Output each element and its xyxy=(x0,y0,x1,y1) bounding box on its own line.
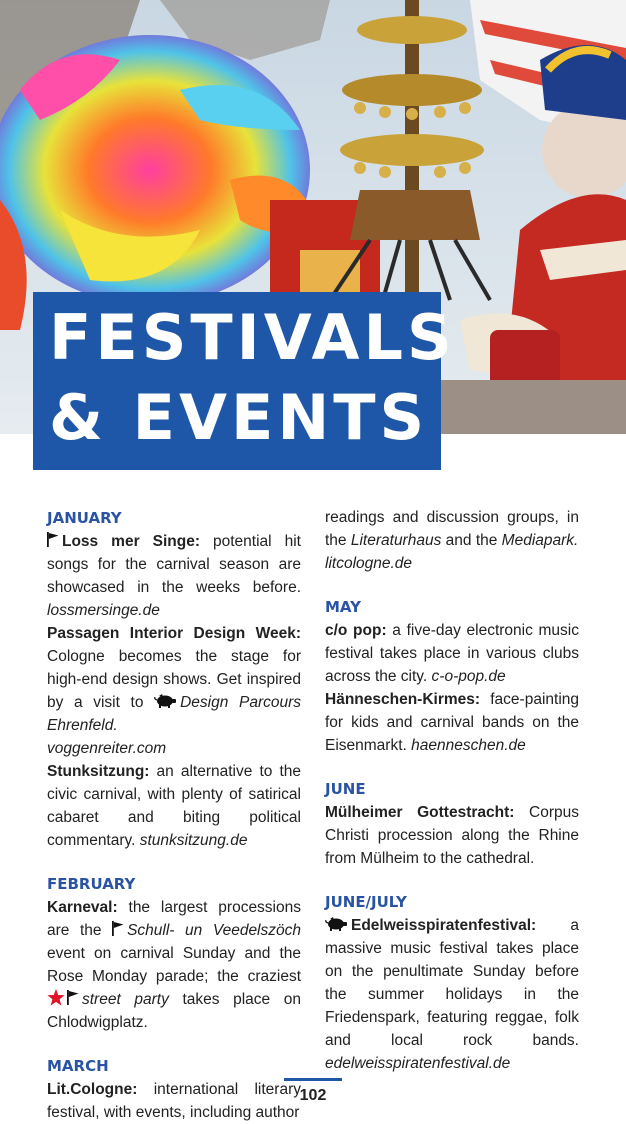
event-text: Corpus Christi procession along the Rhine from Mülheim to the cathedral. xyxy=(325,804,579,867)
event-name: Passagen Interior Design Week: xyxy=(47,625,301,642)
event-url[interactable]: voggenreiter.com xyxy=(47,740,167,757)
event-italic: street party xyxy=(82,991,169,1008)
page-number-rule xyxy=(284,1078,342,1081)
month-heading-june-july: JUNE/JULY xyxy=(325,893,407,911)
month-heading-february: FEBRUARY xyxy=(47,875,136,893)
pig-icon xyxy=(325,917,347,931)
entry-litcologne-continued xyxy=(325,506,579,575)
event-text: readings and discussion groups, in the xyxy=(325,509,579,549)
event-name: Stunksitzung: xyxy=(47,763,150,780)
event-url[interactable]: stunksitzung.de xyxy=(139,832,248,849)
page-number: 102 xyxy=(299,1087,327,1104)
event-name: Edelweisspiratenfestival: xyxy=(351,917,537,934)
entry-litcologne xyxy=(47,1078,301,1124)
event-text: a five-day electronic music festival takes place in various clubs across the city. xyxy=(325,622,579,685)
entry-edelweisspiraten xyxy=(325,914,579,1075)
event-url[interactable]: haenneschen.de xyxy=(411,737,526,754)
title-line-1: FESTIVALS xyxy=(49,301,456,374)
event-text: Cologne becomes the stage for high-end design shows. Get inspired by a visit to xyxy=(47,648,301,711)
event-name: Mülheimer Gottestracht: xyxy=(325,804,515,821)
event-name: Lit.Cologne: xyxy=(47,1081,138,1098)
event-url[interactable]: c-o-pop.de xyxy=(431,668,506,685)
event-text: face-painting for kids and carnival bands on the Eisenmarkt. xyxy=(325,691,579,754)
entry-stunksitzung xyxy=(47,760,301,852)
title-banner xyxy=(33,292,456,470)
flag-icon xyxy=(67,990,79,1005)
event-italic: Schull- un Veedelszöch xyxy=(127,922,301,939)
star-icon xyxy=(47,989,65,1006)
left-column xyxy=(47,506,301,1124)
event-name: Loss mer Singe: xyxy=(62,533,200,550)
event-name: Karneval: xyxy=(47,899,118,916)
entry-co-pop xyxy=(325,619,579,688)
event-italic: Design Parcours Ehrenfeld. xyxy=(47,694,302,734)
month-heading-march: MARCH xyxy=(47,1057,109,1075)
month-heading-may: MAY xyxy=(325,598,361,616)
event-text: takes place on Chlodwigplatz. xyxy=(47,991,302,1031)
flag-icon xyxy=(112,921,124,936)
flag-icon xyxy=(47,532,59,547)
event-text: international literary festival, with events, including author xyxy=(47,1081,301,1121)
event-italic: Literaturhaus xyxy=(350,532,442,549)
event-text: event on carnival Sunday and the Rose Monday parade; the craziest xyxy=(47,945,301,985)
event-url[interactable]: litcologne.de xyxy=(325,555,413,572)
event-text: an alternative to the civic carnival, with plenty of satirical cabaret and biting political commentary. xyxy=(47,763,301,849)
event-text: a massive music festival takes place on the penultimate Sunday before the summer holidays in the Friedenspark, featuring reggae, folk and local rock bands. xyxy=(325,917,579,1049)
entry-muelheimer-gottestracht xyxy=(325,801,579,870)
month-heading-june: JUNE xyxy=(325,780,366,798)
entry-loss-mer-singe xyxy=(47,530,301,622)
event-url[interactable]: lossmersinge.de xyxy=(47,602,160,619)
entry-haenneschen xyxy=(325,688,579,757)
event-text: the largest processions are the xyxy=(47,899,301,939)
entry-karneval xyxy=(47,896,301,1034)
title-line-2: & EVENTS xyxy=(49,381,429,454)
event-text: and the xyxy=(441,532,502,549)
entry-passagen xyxy=(47,622,301,760)
right-column xyxy=(325,506,579,1075)
event-url[interactable]: edelweisspiratenfestival.de xyxy=(325,1055,511,1072)
event-name: c/o pop: xyxy=(325,622,387,639)
month-heading-january: JANUARY xyxy=(47,509,122,527)
pig-icon xyxy=(154,694,176,708)
event-italic: Mediapark. xyxy=(501,532,579,549)
event-text: potential hit songs for the carnival season are showcased in the weeks before. xyxy=(47,533,301,596)
event-name: Hänneschen-Kirmes: xyxy=(325,691,481,708)
